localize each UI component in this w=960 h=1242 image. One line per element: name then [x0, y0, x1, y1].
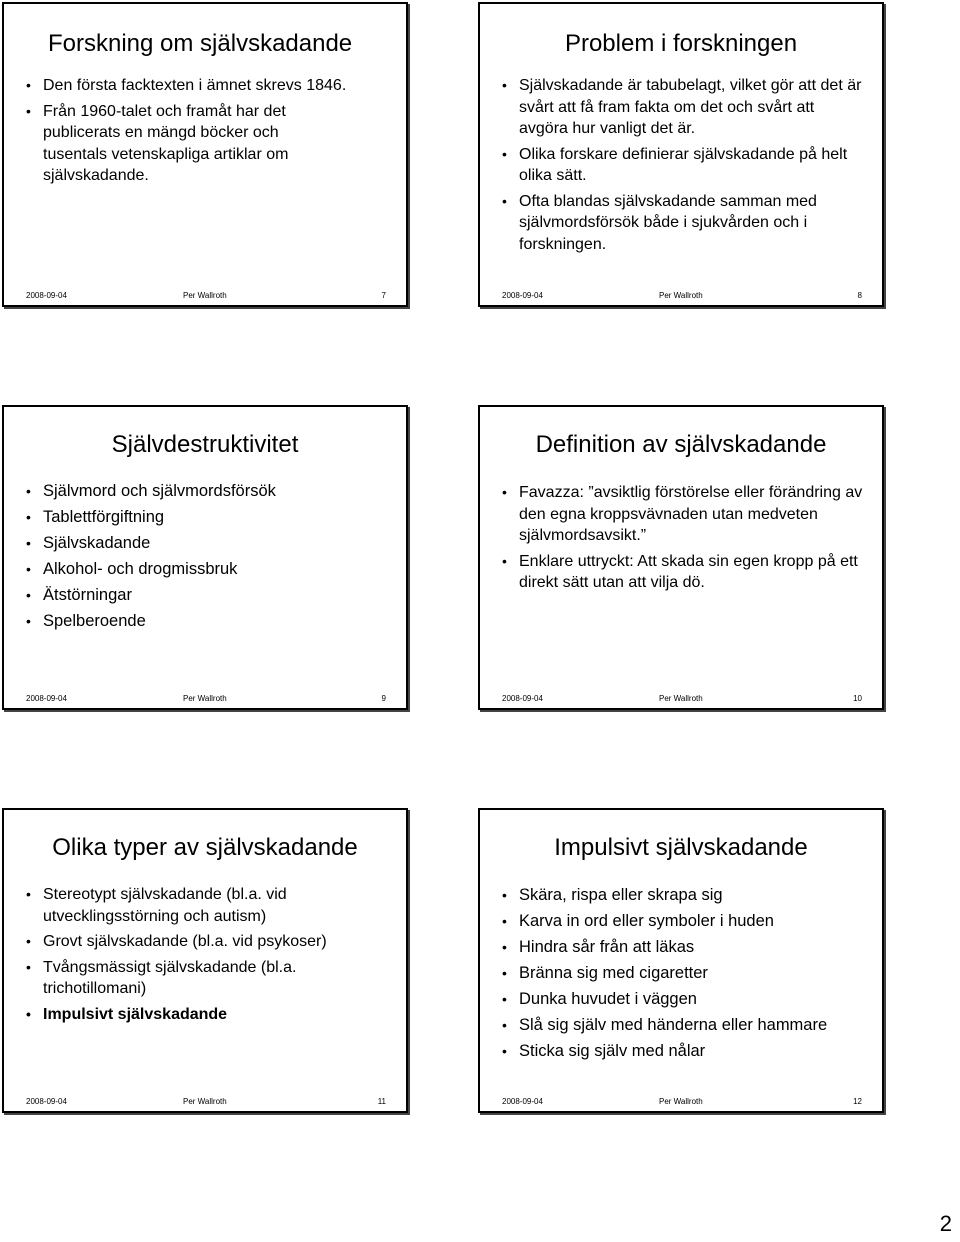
footer-author: Per Wallroth	[659, 1097, 703, 1106]
slide-10	[478, 405, 884, 710]
bullet-item: • Stereotypt självskadande (bl.a. vid utvecklingsstörning och autism)	[26, 884, 366, 927]
slide-number: 10	[853, 694, 862, 703]
footer-date: 2008-09-04	[26, 694, 67, 703]
bullet-list	[26, 480, 396, 636]
bullet-list	[502, 884, 882, 1066]
bullet-item: • Spelberoende	[26, 610, 396, 633]
bullet-item: • Ätstörningar	[26, 584, 396, 607]
slide-8	[478, 2, 884, 307]
bullet-item: • Skära, rispa eller skrapa sig	[502, 884, 882, 907]
slide-number: 9	[381, 694, 386, 703]
bullet-item: • Olika forskare definierar självskadande på helt olika sätt.	[502, 144, 866, 187]
bullet-item: • Alkohol- och drogmissbruk	[26, 558, 396, 581]
slide-number: 8	[857, 291, 862, 300]
bullet-item: • Ofta blandas självskadande samman med självmordsförsök både i sjukvården och i forskningen.	[502, 191, 866, 256]
bullet-item: • Sticka sig själv med nålar	[502, 1040, 882, 1063]
bullet-item: • Dunka huvudet i väggen	[502, 988, 882, 1011]
bullet-list	[26, 75, 396, 191]
slide-title: Självdestruktivitet	[111, 431, 299, 458]
slide-7	[2, 2, 408, 307]
bullet-item: • Tvångsmässigt självskadande (bl.a. trichotillomani)	[26, 957, 366, 1000]
slide-number: 11	[377, 1097, 386, 1106]
slide-title: Definition av självskadande	[535, 431, 827, 458]
footer-date: 2008-09-04	[502, 291, 543, 300]
bullet-item: • Bränna sig med cigaretter	[502, 962, 882, 985]
slide-12	[478, 808, 884, 1113]
footer-date: 2008-09-04	[502, 1097, 543, 1106]
footer-date: 2008-09-04	[26, 291, 67, 300]
bullet-item: • Självskadande är tabubelagt, vilket gör att det är svårt att få fram fakta om det och svårt att avgöra hur vanligt det är.	[502, 75, 866, 140]
bullet-item: • Den första facktexten i ämnet skrevs 1846.	[26, 75, 396, 97]
bullet-item: • Från 1960-talet och framåt har det publicerats en mängd böcker och tusentals vetenskapliga artiklar om självskadande.	[26, 101, 396, 187]
slide-9	[2, 405, 408, 710]
bullet-item: • Självskadande	[26, 532, 396, 555]
slide-11	[2, 808, 408, 1113]
bullet-item: • Enklare uttryckt: Att skada sin egen kropp på ett direkt sätt utan att vilja dö.	[502, 551, 866, 594]
slide-title: Impulsivt självskadande	[554, 834, 808, 861]
bullet-item: • Tablettförgiftning	[26, 506, 396, 529]
slide-number: 12	[853, 1097, 862, 1106]
footer-date: 2008-09-04	[26, 1097, 67, 1106]
bullet-item: • Självmord och självmordsförsök	[26, 480, 396, 503]
slide-title: Problem i forskningen	[564, 30, 798, 57]
slide-title: Forskning om självskadande	[48, 30, 353, 57]
bullet-list	[502, 482, 866, 598]
footer-author: Per Wallroth	[183, 291, 227, 300]
footer-date: 2008-09-04	[502, 694, 543, 703]
page-number: 2	[939, 1211, 952, 1236]
bullet-item: • Karva in ord eller symboler i huden	[502, 910, 882, 933]
footer-author: Per Wallroth	[183, 694, 227, 703]
footer-author: Per Wallroth	[659, 694, 703, 703]
bullet-item: • Favazza: ”avsiktlig förstörelse eller förändring av den egna kroppsvävnaden utan medveten självmordsavsikt.”	[502, 482, 866, 547]
slide-number: 7	[381, 291, 386, 300]
bullet-list	[502, 75, 866, 259]
bullet-item: • Impulsivt självskadande	[26, 1004, 366, 1026]
bullet-list	[26, 884, 366, 1029]
bullet-item: • Grovt självskadande (bl.a. vid psykoser)	[26, 931, 366, 953]
bullet-item: • Hindra sår från att läkas	[502, 936, 882, 959]
bullet-item: • Slå sig själv med händerna eller hammare	[502, 1014, 882, 1037]
slide-title: Olika typer av självskadande	[52, 834, 358, 861]
footer-author: Per Wallroth	[659, 291, 703, 300]
footer-author: Per Wallroth	[183, 1097, 227, 1106]
